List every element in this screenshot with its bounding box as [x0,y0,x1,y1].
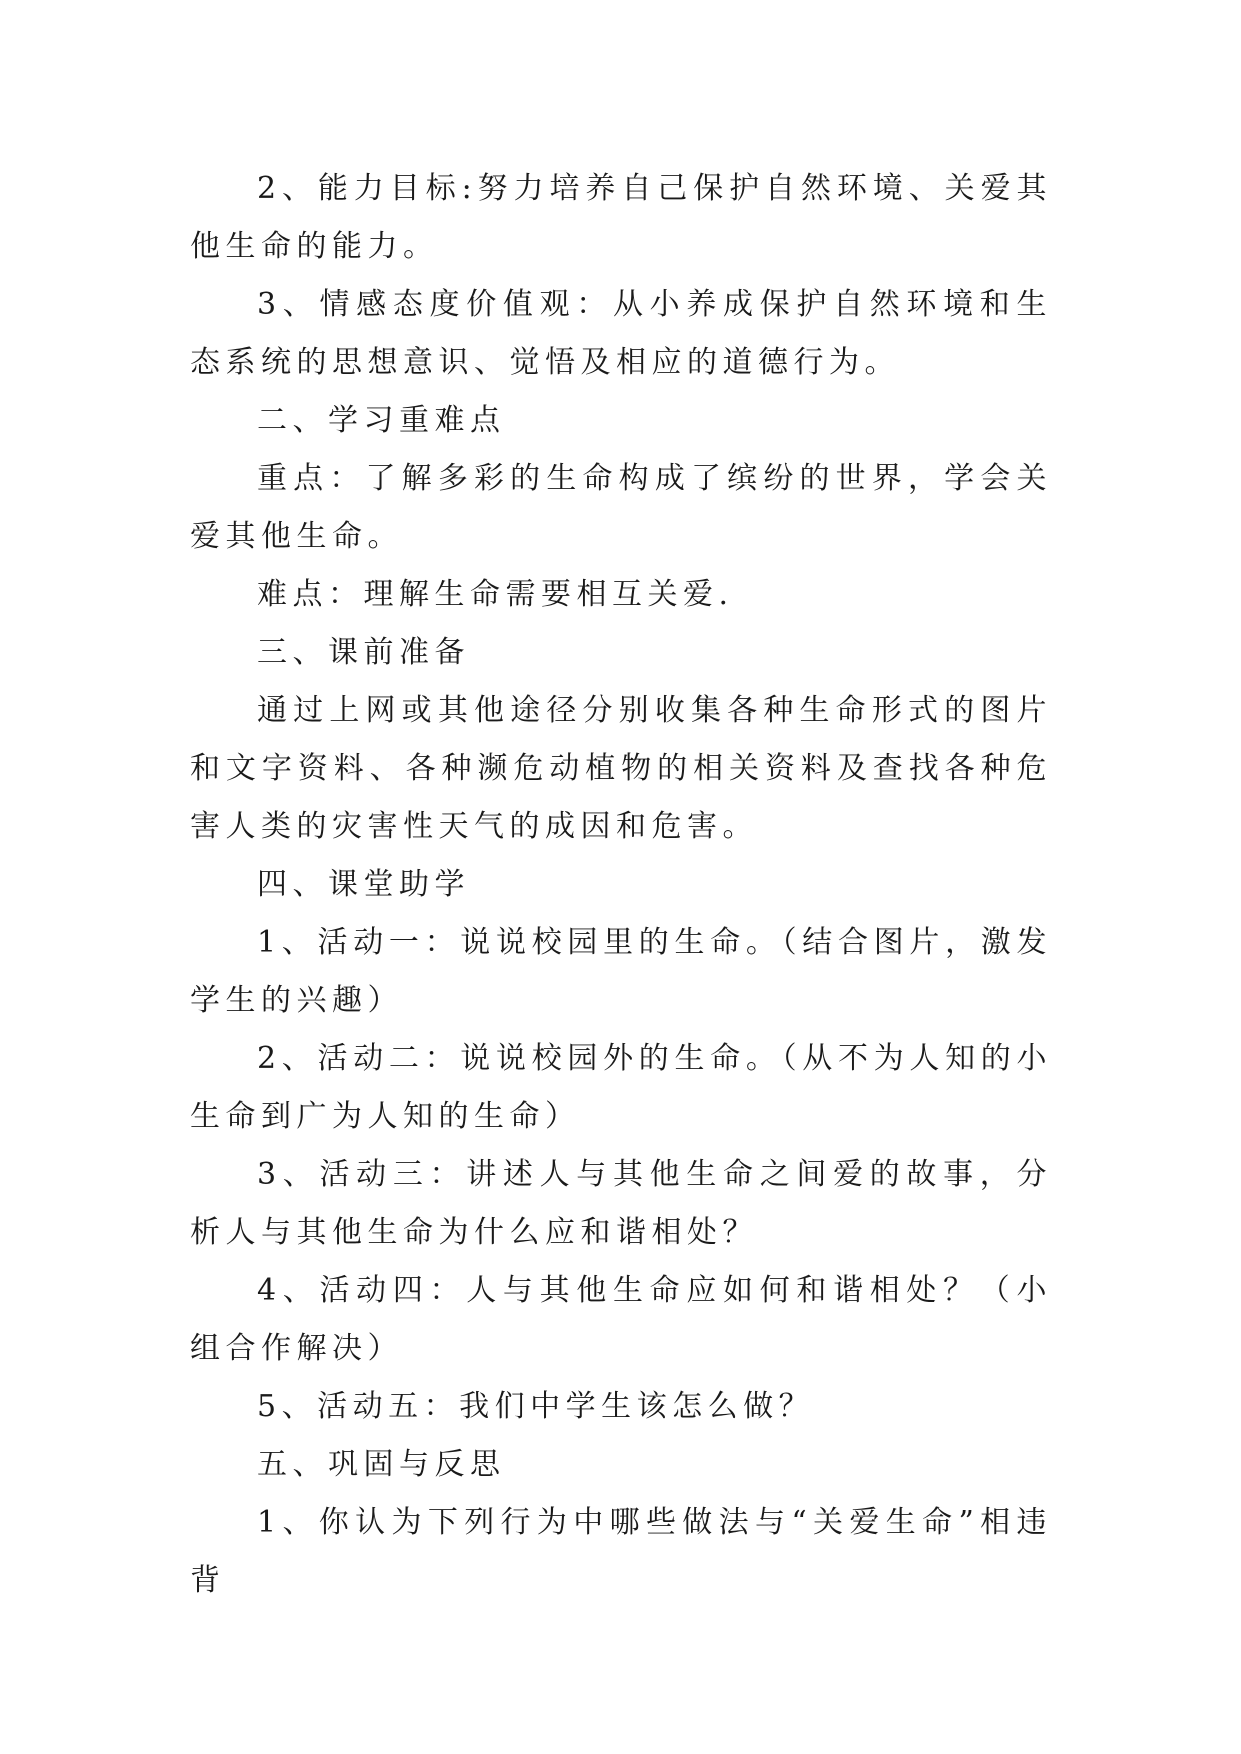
section-heading-preparation: 三、课前准备 [257,635,470,670]
activity-four-paragraph: 4、活动四：人与其他生命应如何和谐相处？（小组合作解决） [190,1273,1052,1366]
section-heading-classroom: 四、课堂助学 [257,867,470,902]
activity-five-paragraph: 5、活动五：我们中学生该怎么做？ [257,1389,815,1424]
document-page [190,160,1052,1610]
preparation-paragraph: 通过上网或其他途径分别收集各种生命形式的图片和文字资料、各种濒危动植物的相关资料及查找各种危害人类的灾害性天气的成因和危害。 [190,693,1052,844]
ability-goal-paragraph: 2、能力目标:努力培养自己保护自然环境、关爱其他生命的能力。 [190,171,1052,264]
reflection-question-paragraph: 1、你认为下列行为中哪些做法与“关爱生命”相违背 [190,1505,1052,1598]
activity-two-paragraph: 2、活动二：说说校园外的生命。（从不为人知的小生命到广为人知的生命） [190,1041,1052,1134]
section-heading-reflection: 五、巩固与反思 [257,1447,506,1482]
difficult-point-paragraph: 难点：理解生命需要相互关爱. [257,577,734,612]
emotion-goal-paragraph: 3、情感态度价值观：从小养成保护自然环境和生态系统的思想意识、觉悟及相应的道德行为。 [190,287,1052,380]
section-heading-key-points: 二、学习重难点 [257,403,506,438]
activity-one-paragraph: 1、活动一：说说校园里的生命。（结合图片，激发学生的兴趣） [190,925,1052,1018]
key-point-paragraph: 重点：了解多彩的生命构成了缤纷的世界，学会关爱其他生命。 [190,461,1052,554]
activity-three-paragraph: 3、活动三：讲述人与其他生命之间爱的故事，分析人与其他生命为什么应和谐相处？ [190,1157,1052,1250]
